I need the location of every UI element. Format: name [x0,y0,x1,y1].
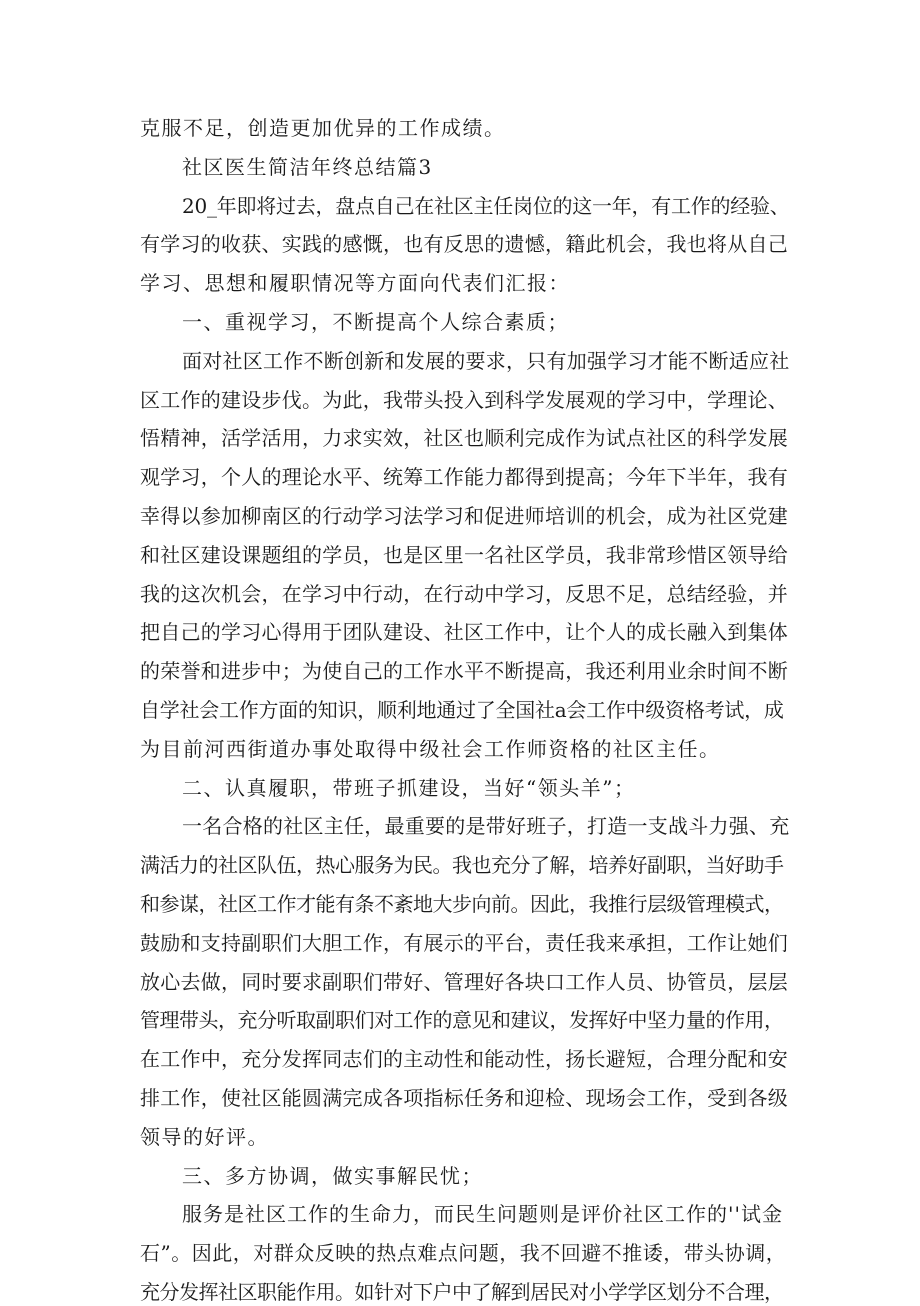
text-line: 鼓励和支持副职们大胆工作，有展示的平台，责任我来承担，工作让她们 [140,930,788,955]
text-line: 石”。因此，对群众反映的热点难点问题，我不回避不推诿，带头协调， [140,1241,787,1266]
text-line: 领导的好评。 [140,1124,269,1149]
text-line: 区工作的建设步伐。为此，我带头投入到科学发展观的学习中，学理论、 [140,387,788,412]
text-line: 充分发挥社区职能作用。如针对下户中了解到居民对小学学区划分不合理， [140,1280,784,1304]
text-line: 一、重视学习，不断提高个人综合素质； [182,310,569,334]
text-line: 一名合格的社区主任，最重要的是带好班子，打造一支战斗力强、充 [182,814,790,839]
text-line: 有学习的收获、实践的感慨，也有反思的遗憾，籍此机会，我也将从自己 [140,232,788,257]
text-line: 我的这次机会，在学习中行动，在行动中学习，反思不足，总结经验，并 [140,581,788,606]
text-line: 克服不足，创造更加优异的工作成绩。 [140,116,506,140]
text-line: 管理带头，充分听取副职们对工作的意见和建议，发挥好中坚力量的作用， [140,1008,784,1033]
text-line: 面对社区工作不断创新和发展的要求，只有加强学习才能不断适应社 [182,348,790,373]
text-line: 学习、思想和履职情况等方面向代表们汇报： [140,271,570,296]
text-line: 满活力的社区队伍，热心服务为民。我也充分了解，培养好副职，当好助手 [140,853,784,878]
text-line: 在工作中，充分发挥同志们的主动性和能动性，扬长避短，合理分配和安 [140,1047,788,1072]
text-line: 幸得以参加柳南区的行动学习法学习和促进师培训的机会，成为社区党建 [140,504,788,528]
text-line: 排工作，使社区能圆满完成各项指标任务和迎检、现场会工作，受到各级 [140,1086,788,1110]
text-line: 悟精神，活学活用，力求实效，社区也顺利完成作为试点社区的科学发展 [140,426,788,451]
text-line: 和参谋，社区工作才能有条不紊地大步向前。因此，我推行层级管理模式， [140,892,784,916]
text-line: 和社区建设课题组的学员，也是区里一名社区学员，我非常珍惜区领导给 [140,542,788,567]
text-line: 放心去做，同时要求副职们带好、管理好各块口工作人员、协管员，层层 [140,969,788,994]
text-line: 自学社会工作方面的知识，顺利地通过了全国社a会工作中级资格考试，成 [140,698,784,722]
text-line: 把自己的学习心得用于团队建设、社区工作中，让个人的成长融入到集体 [140,620,788,645]
text-line: 的荣誉和进步中；为使自己的工作水平不断提高，我还利用业余时间不断 [140,659,788,684]
text-line: 观学习，个人的理论水平、统筹工作能力都得到提高；今年下半年，我有 [140,465,788,490]
text-line: 服务是社区工作的生命力，而民生问题则是评价社区工作的''试金 [182,1202,783,1227]
text-line: 三、多方协调，做实事解民忧； [182,1163,483,1188]
text-line: 20_年即将过去，盘点自己在社区主任岗位的这一年，有工作的经验、 [182,193,790,218]
text-line: 社区医生简洁年终总结篇3 [182,154,433,179]
text-line: 为目前河西街道办事处取得中级社会工作师资格的社区主任。 [140,736,721,761]
text-line: 二、认真履职，带班子抓建设，当好“领头羊”； [182,775,636,800]
